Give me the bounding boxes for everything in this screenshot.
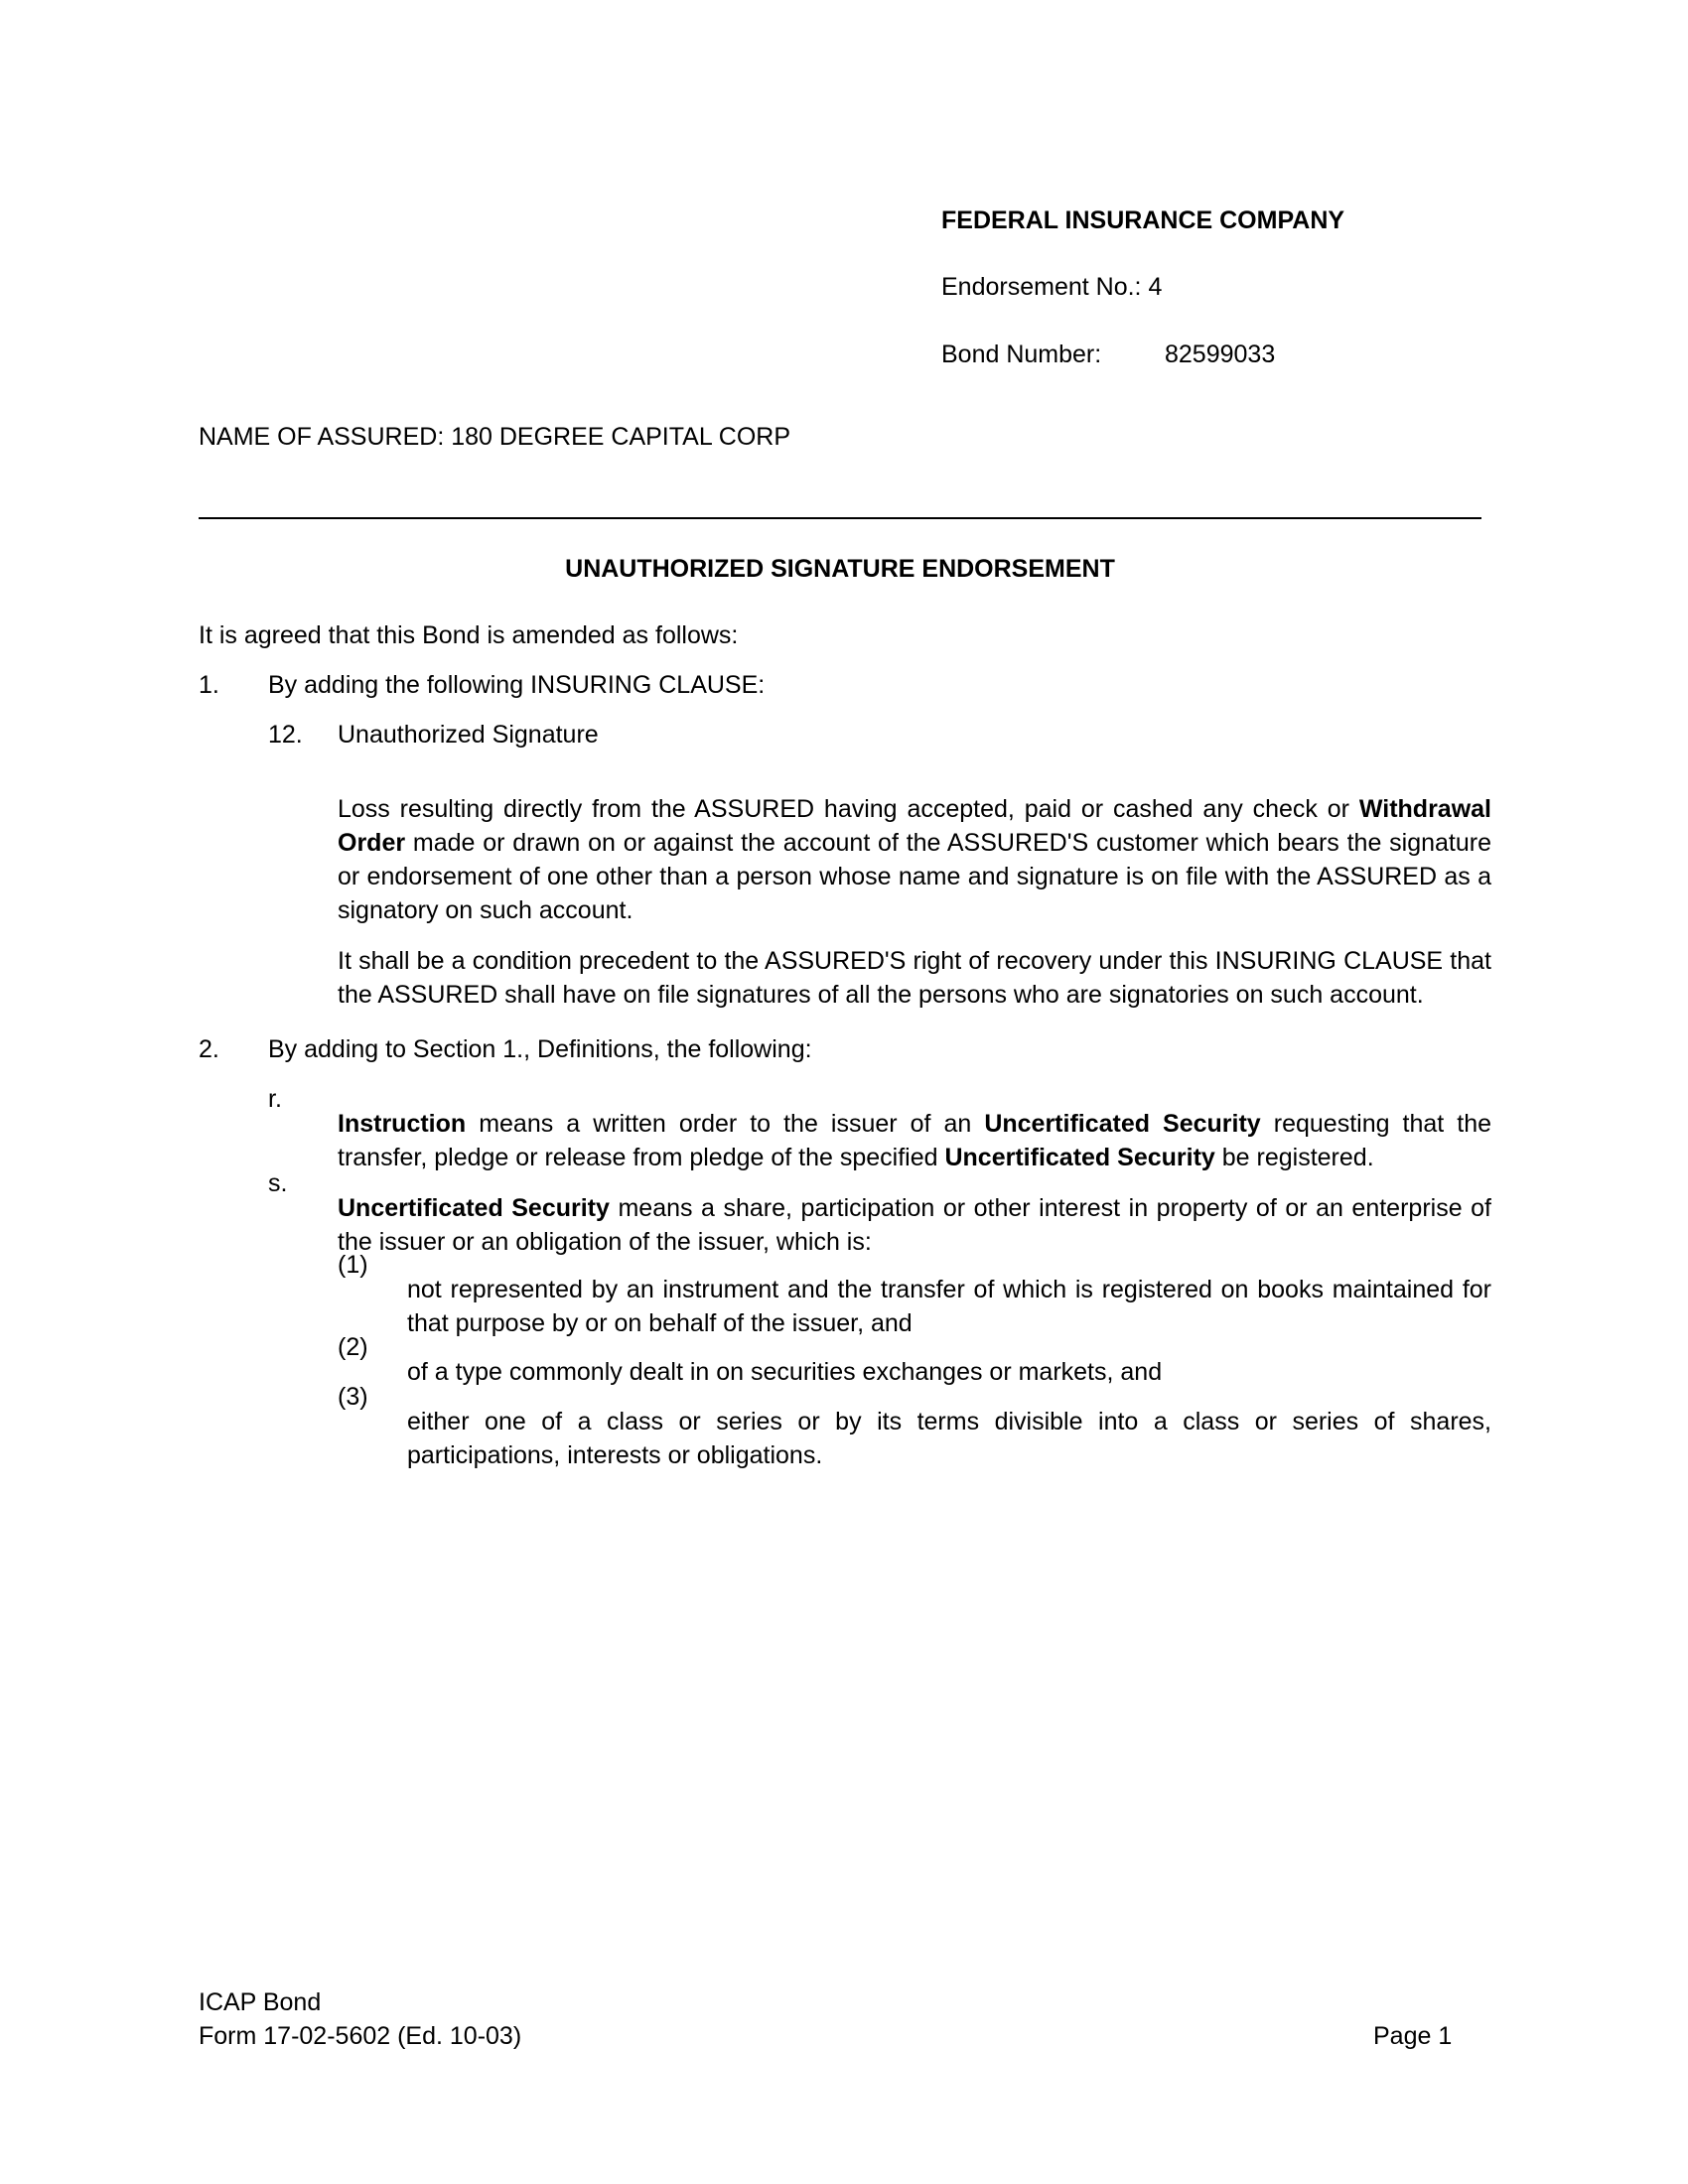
sub-item-2-text: of a type commonly dealt in on securities exchanges or markets, and [407, 1358, 1163, 1386]
endorsement-value: 4 [1148, 273, 1163, 301]
definition-r-part-2: requesting that the transfer, pledge or release from pledge of the specified [338, 1110, 1491, 1171]
clause-12-number: 12. [268, 721, 303, 749]
item-2-text: By adding to Section 1., Definitions, the following: [268, 1035, 812, 1063]
clause-12-p1-text-a: Loss resulting directly from the ASSURED having accepted, paid or cashed any check or [338, 795, 1349, 823]
endorsement-number [941, 270, 1162, 304]
item-1-number: 1. [199, 671, 219, 699]
uncertificated-security-term-2: Uncertificated Security [944, 1144, 1215, 1171]
item-1-text: By adding the following INSURING CLAUSE: [268, 671, 766, 699]
intro-text: It is agreed that this Bond is amended as follows: [199, 621, 739, 649]
definition-r-letter: r. [268, 1085, 282, 1113]
definition-s-letter: s. [268, 1169, 288, 1197]
assured-label: NAME OF ASSURED: [199, 423, 445, 451]
clause-12-p1-text-b: made or drawn on or against the account of the ASSURED'S customer which bears the signature or endorsement of one other than a person whose name and signature is on file with the ASSURED as a signatory on such account. [338, 829, 1491, 924]
clause-12-paragraph-2: It shall be a condition precedent to the ASSURED'S right of recovery under this INSURING CLAUSE that the ASSURED shall have on file signatures of all the persons who are signatories on such account. [338, 947, 1491, 1009]
withdrawal-order-term: Withdrawal Order [338, 795, 1491, 857]
company-name: FEDERAL INSURANCE COMPANY [941, 206, 1345, 234]
clause-12-paragraph-1 [338, 792, 1491, 927]
bond-number [941, 338, 1276, 371]
document-title: UNAUTHORIZED SIGNATURE ENDORSEMENT [565, 555, 1115, 583]
uncertificated-security-term-1: Uncertificated Security [984, 1110, 1261, 1138]
instruction-term: Instruction [338, 1110, 467, 1138]
bond-value: 82599033 [1165, 341, 1276, 368]
sub-item-2-number: (2) [338, 1333, 368, 1361]
sub-item-3-number: (3) [338, 1383, 368, 1411]
definition-s-text [338, 1191, 1491, 1259]
assured-value: 180 DEGREE CAPITAL CORP [451, 423, 790, 451]
definition-r-part-3: be registered. [1221, 1144, 1374, 1171]
sub-item-1-text: not represented by an instrument and the transfer of which is registered on books maintained for that purpose by or on behalf of the issuer, and [407, 1276, 1491, 1337]
sub-item-1-number: (1) [338, 1251, 368, 1279]
divider-line [199, 517, 1481, 519]
footer-bond-type: ICAP Bond [199, 1988, 322, 2016]
assured-name [199, 420, 790, 454]
definition-r-text [338, 1107, 1491, 1174]
bond-label: Bond Number: [941, 341, 1102, 368]
endorsement-label: Endorsement No.: [941, 273, 1142, 301]
footer-page-number: Page 1 [1373, 2022, 1453, 2050]
clause-12-title: Unauthorized Signature [338, 721, 599, 749]
item-2-number: 2. [199, 1035, 219, 1063]
definition-r-part-1: means a written order to the issuer of an [479, 1110, 972, 1138]
definition-s-part-1: means a share, participation or other interest in property of or an enterprise of the issuer or an obligation of the issuer, which is: [338, 1194, 1491, 1256]
sub-item-3-text: either one of a class or series or by its terms divisible into a class or series of shares, participations, interests or obligations. [407, 1408, 1491, 1469]
footer-form-number: Form 17-02-5602 (Ed. 10-03) [199, 2022, 522, 2050]
uncertificated-security-term-3: Uncertificated Security [338, 1194, 610, 1222]
